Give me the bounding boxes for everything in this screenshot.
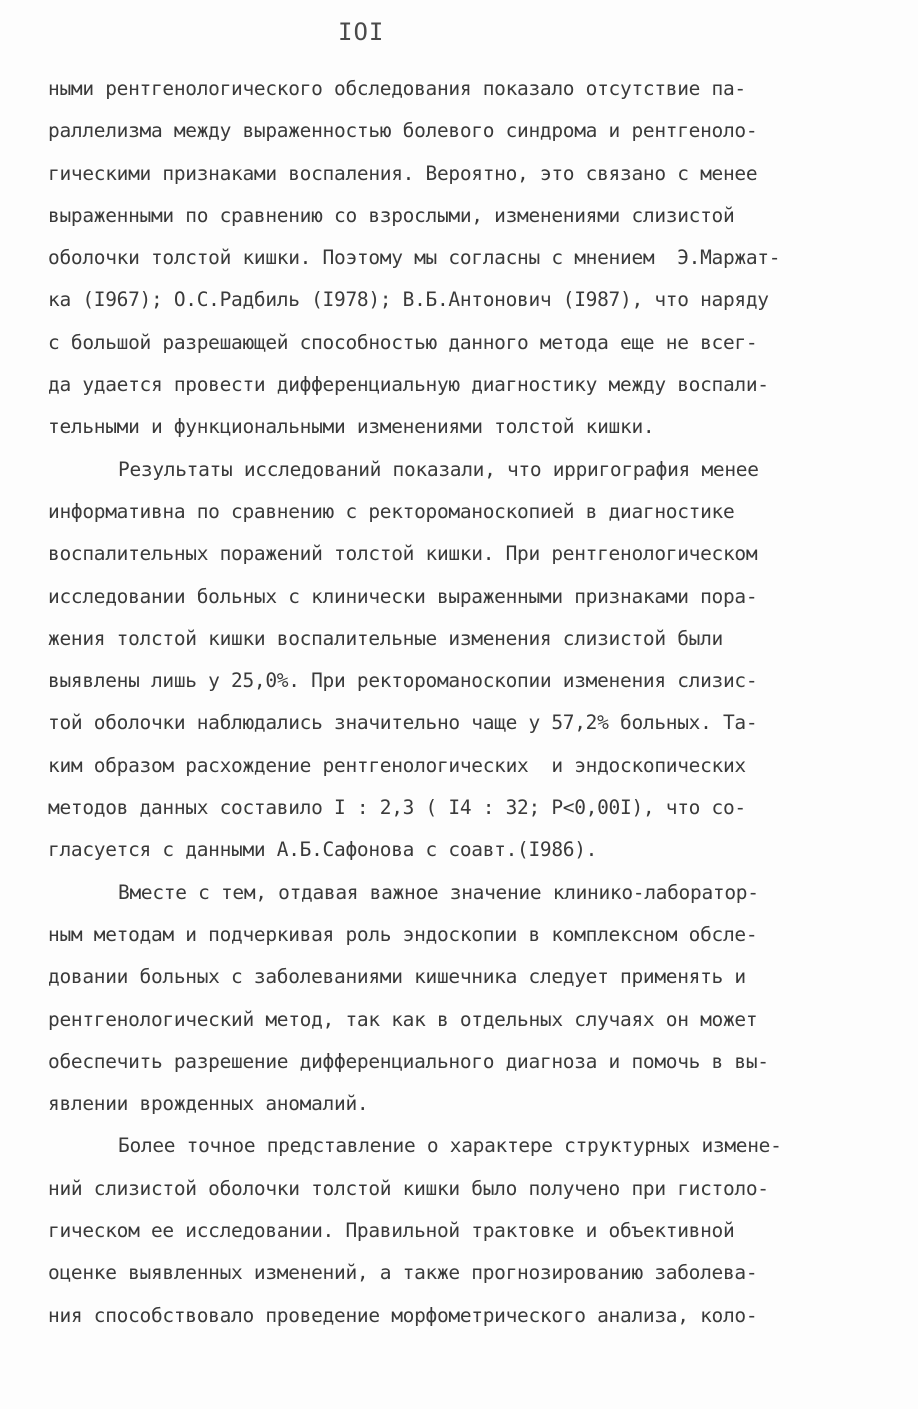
text-line: исследовании больных с клинически выраженными признаками пора- <box>48 584 758 608</box>
text-line: с большой разрешающей способностью данного метода еще не всег- <box>48 330 758 354</box>
paragraph <box>48 1125 878 1336</box>
text-line: гическом ее исследовании. Правильной трактовке и объективной <box>48 1219 735 1243</box>
text-line: рентгенологический метод, так как в отдельных случаях он может <box>48 1007 758 1031</box>
text-line: выявлены лишь у 25,0%. При ректороманоскопии изменения слизис- <box>48 669 758 693</box>
text-line: гическими признаками воспаления. Вероятно, это связано с менее <box>48 161 758 185</box>
text-line: выраженными по сравнению со взрослыми, изменениями слизистой <box>48 203 735 227</box>
text-line: методов данных составило I : 2,3 ( I4 : 32; P<0,00I), что со- <box>48 796 746 820</box>
text-line: жения толстой кишки воспалительные изменения слизистой были <box>48 626 723 650</box>
text-line: раллелизма между выраженностью болевого синдрома и рентгеноло- <box>48 119 758 143</box>
text-line: явлении врожденных аномалий. <box>48 1092 369 1116</box>
paragraph <box>48 449 878 872</box>
text-line: Результаты исследований показали, что ирригография менее <box>118 457 759 481</box>
text-line: воспалительных поражений толстой кишки. При рентгенологическом <box>48 542 758 566</box>
page-number: IOI <box>338 18 385 46</box>
text-line: ка (I967); О.С.Радбиль (I978); В.Б.Антонович (I987), что наряду <box>48 288 769 312</box>
text-line: ным методам и подчеркивая роль эндоскопии в комплексном обсле- <box>48 922 758 946</box>
text-line: обеспечить разрешение дифференциального диагноза и помочь в вы- <box>48 1049 769 1073</box>
paragraph <box>48 68 878 449</box>
text-line: да удается провести дифференциальную диагностику между воспали- <box>48 373 769 397</box>
text-line: гласуется с данными А.Б.Сафонова с соавт.(I986). <box>48 838 598 862</box>
text-line: информативна по сравнению с ректороманоскопией в диагностике <box>48 499 735 523</box>
text-line: довании больных с заболеваниями кишечника следует применять и <box>48 965 746 989</box>
text-line: ким образом расхождение рентгенологических и эндоскопических <box>48 753 746 777</box>
text-line: ний слизистой оболочки толстой кишки было получено при гистоло- <box>48 1176 769 1200</box>
text-line: ния способствовало проведение морфометрического анализа, коло- <box>48 1303 758 1327</box>
text-line: ными рентгенологического обследования показало отсутствие па- <box>48 77 746 100</box>
text-line: оболочки толстой кишки. Поэтому мы согласны с мнением Э.Маржат- <box>48 246 781 270</box>
text-line: оценке выявленных изменений, а также прогнозированию заболева- <box>48 1261 758 1285</box>
text-line: Вместе с тем, отдавая важное значение клинико-лаборатор- <box>118 880 759 904</box>
paragraph <box>48 872 878 1126</box>
text-line: Более точное представление о характере структурных измене- <box>118 1134 782 1158</box>
text-line: тельными и функциональными изменениями толстой кишки. <box>48 415 655 439</box>
text-line: той оболочки наблюдались значительно чаще у 57,2% больных. Та- <box>48 711 758 735</box>
document-body <box>48 68 878 1337</box>
